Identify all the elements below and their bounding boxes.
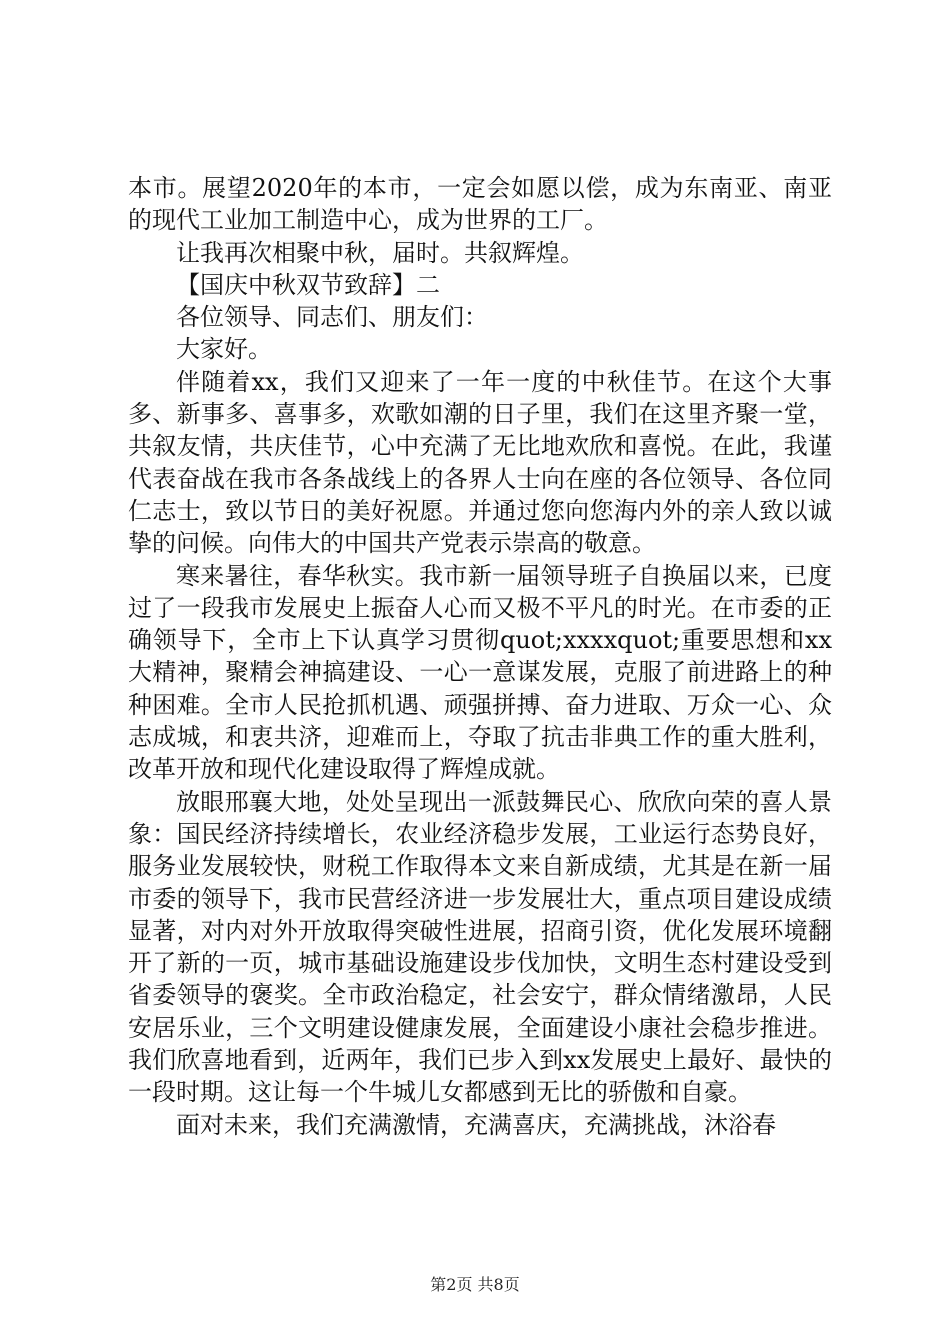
greeting: 大家好。 (176, 335, 272, 364)
paragraph-2: 让我再次相聚中秋，届时。共叙辉煌。 (176, 238, 584, 267)
paragraph-6: 伴随着xx，我们又迎来了一年一度的中秋佳节。在这个大事多、新事多、喜事多，欢歌如潮的日子里，我们在这里齐聚一堂，共叙友情，共庆佳节，心中充满了无比地欢欣和喜悦。在此，我谨代表奋战在我市各条战线上的各界人士向在座的各位领导、各位同仁志士，致以节日的美好祝愿。并通过您向您海内外的亲人致以诚挚的问候。向伟大的中国共产党表示崇高的敬意。 (128, 367, 832, 558)
page-number-footer: 第2页 共8页 (430, 1275, 520, 1294)
paragraph-8: 放眼邢襄大地，处处呈现出一派鼓舞民心、欣欣向荣的喜人景象：国民经济持续增长，农业经济稳步发展，工业运行态势良好，服务业发展较快，财税工作取得本文来自新成绩，尤其是在新一届市委的领导下，我市民营经济进一步发展壮大，重点项目建设成绩显著，对内对外开放取得突破性进展，招商引资，优化发展环境翻开了新的一页，城市基础设施建设步伐加快，文明生态村建设受到省委领导的褒奖。全市政治稳定，社会安宁，群众情绪激昂，人民安居乐业，三个文明建设健康发展，全面建设小康社会稳步推进。我们欣喜地看到，近两年，我们已步入到xx发展史上最好、最快的一段时期。这让每一个牛城儿女都感到无比的骄傲和自豪。 (128, 787, 832, 1107)
paragraph-7: 寒来暑往，春华秋实。我市新一届领导班子自换届以来，已度过了一段我市发展史上振奋人心而又极不平凡的时光。在市委的正确领导下，全市上下认真学习贯彻quot;xxxxquot;重要思想和xx大精神，聚精会神搞建设、一心一意谋发展，克服了前进路上的种种困难。全市人民抢抓机遇、顽强拼搏、奋力进取、万众一心、众志成城，和衷共济，迎难而上，夺取了抗击非典工作的重大胜利，改革开放和现代化建设取得了辉煌成就。 (128, 561, 832, 784)
paragraph-9: 面对未来，我们充满激情，充满喜庆，充满挑战，沐浴春 (176, 1110, 776, 1139)
document-body (128, 172, 832, 1141)
paragraph-1: 本市。展望2020年的本市，一定会如愿以偿，成为东南亚、南亚的现代工业加工制造中心，成为世界的工厂。 (128, 174, 832, 235)
section-heading: 【国庆中秋双节致辞】二 (176, 270, 440, 299)
salutation: 各位领导、同志们、朋友们： (176, 303, 488, 332)
